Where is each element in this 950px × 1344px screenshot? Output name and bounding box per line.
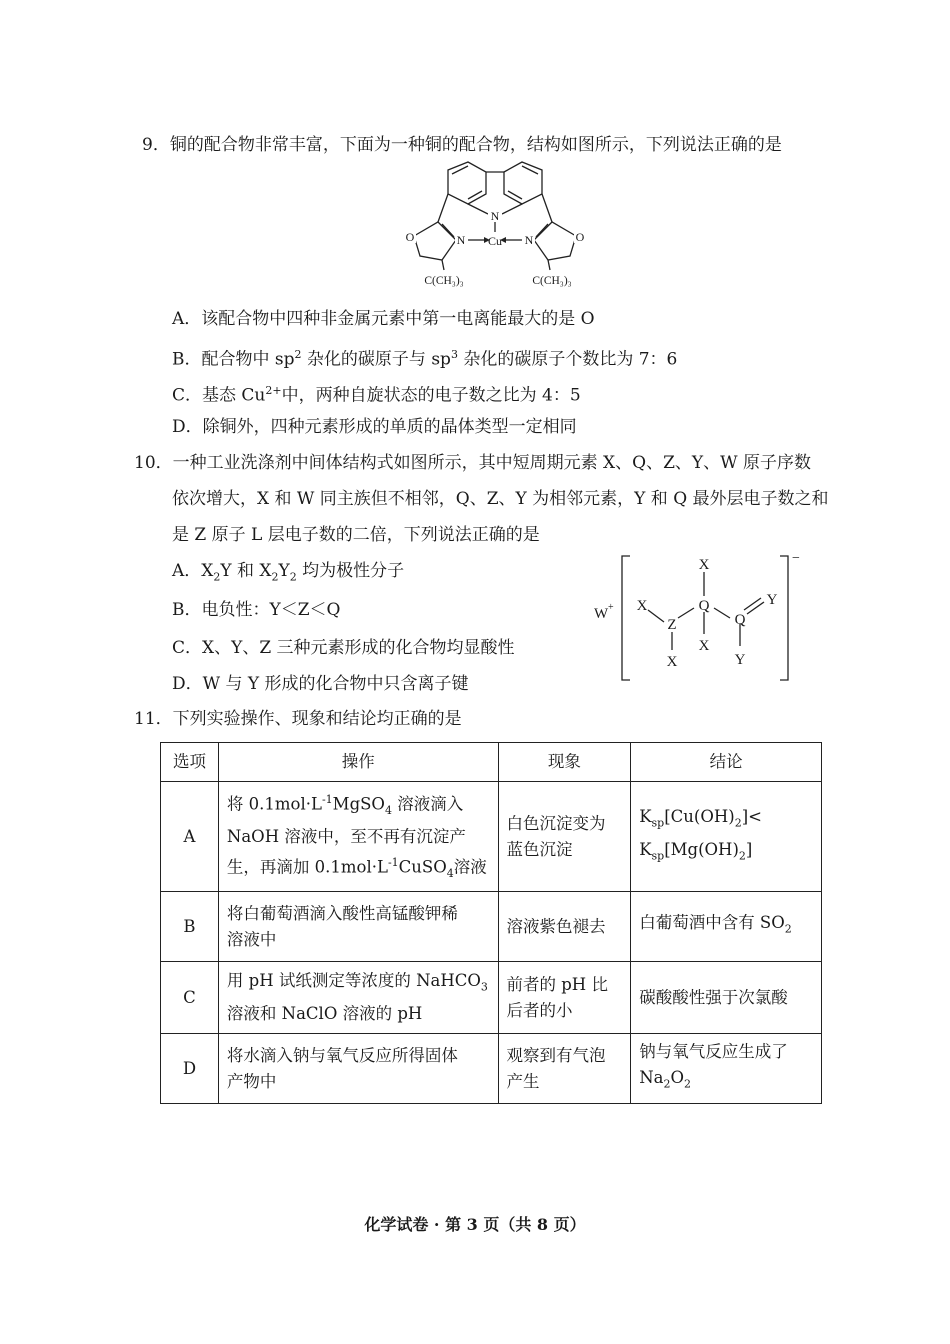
q9-option-b-text: B．配合物中 sp	[172, 349, 295, 370]
row-d-phenomenon	[498, 1034, 631, 1104]
q10-number: 10．	[134, 453, 173, 473]
q10-option-a	[172, 559, 404, 589]
row-b-label: B	[161, 892, 219, 962]
q10-y-bottom-label: Y	[734, 652, 746, 668]
row-d-op-line1: 将水滴入钠与氧气反应所得固体	[226, 1045, 458, 1065]
row-c-op-l1-sub: 3	[480, 980, 488, 994]
q9-stem	[142, 133, 782, 157]
q9-tbu-left-label: C(CH₃)₃	[424, 275, 464, 287]
row-a-op-l3-post: 溶液	[453, 857, 487, 876]
row-a-op-l1-sub: 4	[384, 803, 392, 817]
row-a-op-line2: NaOH 溶液中，至不再有沉淀产	[226, 826, 466, 846]
header-phenomenon: 现象	[498, 743, 631, 782]
row-a-op-l3-sup: -1	[387, 855, 399, 869]
row-a-op-l1-mid: MgSO	[332, 794, 385, 814]
page-footer: 化学试卷 · 第 3 页（共 8 页）	[364, 1215, 586, 1234]
q9-n-right-label: N	[524, 233, 534, 247]
row-c-phen-line2: 后者的小	[506, 1000, 573, 1020]
row-b-operation	[218, 892, 498, 962]
row-a-concl-l2-sub2: 2	[738, 848, 746, 862]
row-c-phen-line1: 前者的 pH 比	[506, 974, 608, 994]
row-a-concl-l2-post: ]	[745, 839, 753, 859]
row-d-concl-l2-pre: Na	[639, 1068, 664, 1088]
row-d-phen-line2: 产生	[506, 1071, 540, 1091]
q9-copper-complex-structure	[400, 160, 600, 294]
row-a-op-l1-sup: -1	[321, 792, 333, 806]
row-d-concl-line1: 钠与氧气反应生成了	[639, 1042, 788, 1062]
row-b-phenomenon: 溶液紫色褪去	[498, 892, 631, 962]
row-a-concl-line1	[639, 804, 813, 836]
q10-stem-line1-text: 一种工业洗涤剂中间体结构式如图所示，其中短周期元素 X、Q、Z、Y、W 原子序数	[172, 453, 811, 473]
q9-option-a: A．该配合物中四种非金属元素中第一电离能最大的是 O	[172, 309, 595, 329]
row-a-phenomenon	[498, 782, 631, 892]
table-row	[161, 892, 822, 962]
q9-option-b-mid: 杂化的碳原子与 sp	[301, 349, 451, 370]
row-c-op-line2: 溶液和 NaClO 溶液的 pH	[226, 1003, 423, 1023]
row-a-op-l3-pre: 生，再滴加 0.1mol·L	[226, 857, 388, 876]
table-header-row	[161, 743, 822, 782]
q10-z-label: Z	[667, 617, 677, 633]
row-a-op-line1	[227, 787, 490, 824]
row-a-concl-line2	[639, 837, 813, 869]
row-b-op-line2: 溶液中	[226, 929, 277, 949]
q10-option-a-sub3: 2	[289, 570, 297, 584]
q10-y-right-label: Y	[766, 592, 778, 608]
row-a-phen-line2: 蓝色沉淀	[506, 839, 573, 859]
q10-w-label: W	[594, 606, 609, 622]
q9-o-right-label: O	[575, 230, 585, 244]
row-c-label: C	[161, 962, 219, 1034]
table-row	[161, 782, 822, 892]
q10-x-left-label: X	[636, 598, 648, 614]
q9-option-b-post: 杂化的碳原子个数比为 7：6	[457, 349, 678, 370]
q10-option-a-mid2: Y	[278, 561, 290, 581]
row-a-op-l3-sub: 4	[446, 866, 454, 880]
row-c-phenomenon	[498, 962, 631, 1034]
q9-o-left-label: O	[405, 230, 415, 244]
row-a-concl-l1-body: [Cu(OH)	[664, 807, 735, 827]
row-a-conclusion	[631, 782, 822, 892]
row-a-concl-l1-k: K	[639, 807, 652, 827]
row-c-op-line1	[227, 968, 490, 1000]
row-a-concl-l1-post: ]<	[741, 807, 762, 827]
q9-option-d: D．除铜外，四种元素形成的单质的晶体类型一定相同	[172, 417, 577, 437]
row-c-conclusion: 碳酸酸性强于次氯酸	[631, 962, 822, 1034]
row-a-op-l1-post: 溶液滴入	[391, 794, 464, 814]
header-operation: 操作	[218, 743, 498, 782]
q10-stem-line1	[134, 451, 811, 475]
row-a-concl-l1-sub: sp	[651, 816, 665, 830]
q10-anion-charge: −	[792, 552, 800, 566]
q9-tbu-right-label: C(CH₃)₃	[532, 275, 572, 287]
q9-option-c	[172, 379, 581, 408]
row-d-concl-l2-sub1: 2	[663, 1077, 671, 1091]
q10-option-a-mid1: Y 和 X	[220, 561, 272, 581]
q10-q-right-label: Q	[734, 612, 746, 628]
q10-option-a-sub2: 2	[271, 570, 279, 584]
row-b-op-line1: 将白葡萄酒滴入酸性高锰酸钾稀	[226, 903, 458, 923]
row-d-concl-l2-mid: O	[670, 1068, 684, 1088]
q10-stem-line3: 是 Z 原子 L 层电子数的二倍，下列说法正确的是	[172, 525, 540, 545]
q10-option-a-text: A．X	[172, 561, 214, 581]
row-b-concl-sub: 2	[784, 922, 792, 936]
row-c-op-l1-pre: 用 pH 试纸测定等浓度的 NaHCO	[226, 971, 481, 991]
row-d-op-line2: 产物中	[226, 1071, 277, 1091]
q10-option-b: B．电负性：Y＜Z＜Q	[172, 600, 341, 620]
row-d-label: D	[161, 1034, 219, 1104]
q9-option-b	[172, 343, 677, 372]
q11-number: 11．	[134, 709, 173, 729]
row-a-phen-line1: 白色沉淀变为	[506, 813, 606, 833]
row-a-concl-l2-k: K	[639, 839, 652, 859]
row-d-operation	[218, 1034, 498, 1104]
row-d-conclusion	[631, 1034, 822, 1104]
q11-stem-text: 下列实验操作、现象和结论均正确的是	[172, 709, 462, 729]
row-a-op-l3-mid: CuSO	[398, 857, 447, 876]
q10-structure-diagram	[594, 552, 804, 684]
q10-option-a-sub1: 2	[213, 570, 221, 584]
row-d-concl-l2-sub2: 2	[684, 1077, 691, 1091]
row-a-concl-l2-body: [Mg(OH)	[664, 839, 739, 859]
row-a-concl-l1-sub2: 2	[734, 816, 742, 830]
q9-option-c-text: C．基态 Cu	[172, 385, 266, 406]
q9-stem-text: 铜的配合物非常丰富，下面为一种铜的配合物，结构如图所示，下列说法正确的是	[169, 135, 782, 155]
q10-q-mid-label: Q	[698, 598, 710, 614]
row-a-op-l1-pre: 将 0.1mol·L	[226, 794, 322, 814]
q9-option-c-sup: 2+	[265, 384, 282, 397]
q9-option-b-sup2: 3	[450, 348, 458, 361]
row-a-operation	[218, 782, 498, 892]
header-conclusion: 结论	[631, 743, 822, 782]
q10-x-top-label: X	[698, 557, 710, 573]
row-b-conclusion	[631, 892, 822, 962]
header-option: 选项	[161, 743, 219, 782]
table-row	[161, 1034, 822, 1104]
table-row	[161, 962, 822, 1034]
q11-stem	[134, 707, 462, 731]
row-c-operation	[218, 962, 498, 1034]
q10-x-bottom-left-label: X	[666, 654, 678, 670]
q11-experiment-table	[160, 742, 822, 1104]
q9-option-c-post: 中，两种自旋状态的电子数之比为 4：5	[281, 385, 581, 406]
q9-number: 9．	[142, 135, 170, 155]
q10-option-a-post: 均为极性分子	[296, 561, 405, 581]
q9-n-left-label: N	[456, 233, 466, 247]
row-d-concl-line2	[639, 1065, 813, 1097]
row-d-phen-line1: 观察到有气泡	[506, 1045, 606, 1065]
q10-option-d: D．W 与 Y 形成的化合物中只含离子键	[172, 674, 469, 694]
q10-w-charge: +	[608, 602, 614, 613]
row-a-op-line3	[227, 850, 490, 887]
q10-stem-line2: 依次增大，X 和 W 同主族但不相邻，Q、Z、Y 为相邻元素，Y 和 Q 最外层电子数之和	[172, 489, 829, 509]
q9-n-center-label: N	[490, 209, 500, 223]
q10-option-c: C．X、Y、Z 三种元素形成的化合物均显酸性	[172, 638, 515, 658]
q9-cu-label: Cu	[487, 234, 503, 248]
q9-option-b-sup1: 2	[294, 348, 302, 361]
q10-x-bottom-mid-label: X	[698, 638, 710, 654]
row-b-concl-pre: 白葡萄酒中含有 SO	[639, 913, 785, 933]
row-a-concl-l2-sub: sp	[651, 848, 665, 862]
row-a-label: A	[161, 782, 219, 892]
